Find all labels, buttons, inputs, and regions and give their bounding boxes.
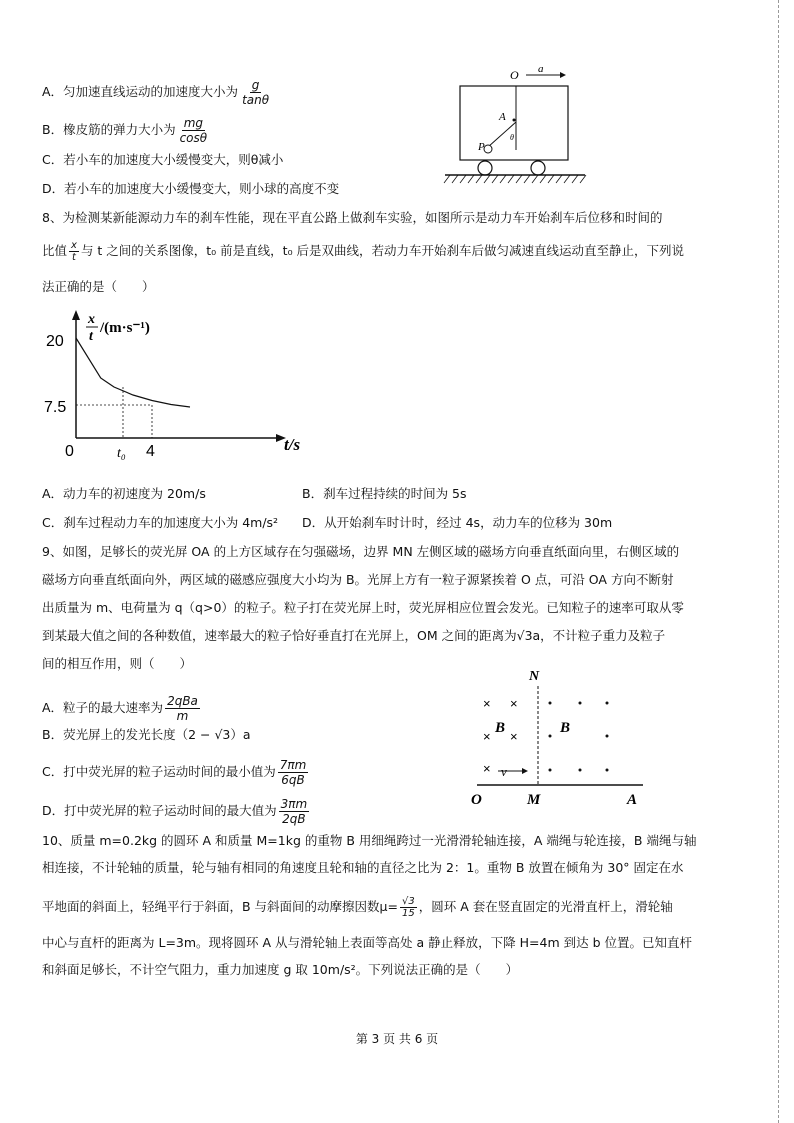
- fraction-numerator: g: [251, 78, 260, 92]
- q10-mu-fraction: [400, 896, 417, 919]
- q10-stem-line3: [42, 896, 673, 919]
- q9-option-d: [42, 797, 311, 826]
- series-curve: [76, 338, 190, 407]
- q8-option-b: B．刹车过程持续的时间为 5s: [302, 486, 467, 501]
- q9-stem-line5: 间的相互作用，则（ ）: [42, 656, 193, 671]
- fraction-denominator: cosθ: [179, 131, 208, 145]
- q8-stem-line3: 法正确的是（ ）: [42, 279, 155, 294]
- origin-label: 0: [65, 443, 74, 460]
- fraction-numerator: 7πm: [279, 758, 307, 772]
- q8-ratio-fraction: [69, 240, 79, 263]
- ground-hatching: [444, 175, 586, 183]
- svg-text:×: ×: [483, 729, 491, 744]
- q8-stem-line2: [42, 240, 684, 263]
- q9-option-c-text: C．打中荧光屏的粒子运动时间的最小值为: [42, 764, 276, 779]
- y-axis-arrow-icon: [72, 310, 80, 320]
- q8-stem-line1: 8、为检测某新能源动力车的刹车性能，现在平直公路上做刹车实验，如图所示是动力车开始刹车后位移和时间的: [42, 210, 663, 225]
- q9-option-c: [42, 758, 310, 787]
- label-a: A: [627, 792, 638, 808]
- label-o: O: [510, 68, 519, 82]
- q10-stem-line1: 10、质量 m=0.2kg 的圆环 A 和质量 M=1kg 的重物 B 用细绳跨过一光滑滑轮轴连接，A 端绳与轮连接，B 端绳与轴: [42, 833, 697, 848]
- label-o: O: [471, 792, 482, 808]
- q10-line3-prefix: 平地面的斜面上，轻绳平行于斜面，B 与斜面间的动摩擦因数μ=: [42, 899, 398, 914]
- velocity-arrow-head-icon: [522, 768, 528, 774]
- label-a: a: [538, 63, 544, 75]
- fraction-numerator: 2qBa: [167, 694, 198, 708]
- q9-stem-line1: 9、如图，足够长的荧光屏 OA 的上方区域存在匀强磁场，边界 MN 左侧区域的磁场方向垂直纸面向里，右侧区域的: [42, 544, 680, 559]
- fraction-denominator: 15: [401, 908, 415, 919]
- label-theta: θ: [510, 133, 514, 142]
- arrow-head-icon: [560, 72, 566, 78]
- q8-option-d: D．从开始刹车时计时，经过 4s，动力车的位移为 30m: [302, 515, 613, 530]
- svg-text:×: ×: [510, 729, 518, 744]
- q9-option-d-fraction: [279, 797, 310, 826]
- label-b-left: B: [495, 720, 506, 736]
- label-b-right: B: [560, 720, 571, 736]
- q10-stem-line4: 中心与直杆的距离为 L=3m。现将圆环 A 从与滑轮轴上表面等高处 a 静止释放，下降 H=4m 到达 b 位置。已知直杆: [42, 935, 692, 950]
- x-tick-label-4: 4: [146, 443, 155, 460]
- q9-option-b: B．荧光屏上的发光长度（2 − √3）a: [42, 727, 251, 742]
- fraction-numerator: x: [71, 240, 77, 251]
- y-tick-label-7.5: 7.5: [44, 399, 67, 416]
- point-a-dot: [513, 119, 516, 122]
- fraction-numerator: √3: [401, 896, 415, 907]
- q10-line3-suffix: ，圆环 A 套在竖直固定的光滑直杆上，滑轮轴: [418, 899, 673, 914]
- cart-wheel-left: [478, 161, 492, 175]
- cart-body: [460, 86, 568, 160]
- q9-option-a: [42, 694, 202, 723]
- q7-option-a-text: A．匀加速直线运动的加速度大小为: [42, 84, 239, 99]
- q7-cart-figure: [440, 62, 590, 192]
- label-m: M: [527, 792, 541, 808]
- q7-option-b-text: B．橡皮筋的弹力大小为: [42, 122, 176, 137]
- q9-stem-line2: 磁场方向垂直纸面向外，两区域的磁感应强度大小均为 B。光屏上方有一粒子源紧挨着 O 点，可沿 OA 方向不断射: [42, 572, 674, 587]
- q8-option-a: A．动力车的初速度为 20m/s: [42, 486, 206, 501]
- svg-text:×: ×: [483, 696, 491, 711]
- q9-magnetic-field-figure: [465, 664, 655, 809]
- field-out-of-page-marks: [549, 702, 609, 772]
- q7-option-c: C．若小车的加速度大小缓慢变大，则θ减小: [42, 152, 284, 167]
- q9-option-c-fraction: [278, 758, 309, 787]
- label-n: N: [529, 669, 540, 684]
- y-label-denominator: t: [89, 329, 93, 344]
- page-footer: 第 3 页 共 6 页: [355, 1032, 439, 1046]
- q7-option-a-fraction: [240, 78, 271, 107]
- fraction-denominator: m: [176, 709, 189, 723]
- svg-text:×: ×: [510, 696, 518, 711]
- label-v: v: [501, 764, 507, 779]
- fraction-denominator: 6qB: [281, 773, 305, 787]
- y-label-numerator: x: [88, 312, 95, 327]
- y-axis-label: [86, 312, 150, 344]
- y-tick-label-20: 20: [46, 333, 64, 350]
- q9-stem-line4: 到某最大值之间的各种数值，速率最大的粒子恰好垂直打在光屏上，OM 之间的距离为√3a，不计粒子重力及粒子: [42, 628, 666, 643]
- x-axis-label: t/s: [284, 435, 301, 454]
- page-edge-dashed-line: [778, 0, 780, 1123]
- q8-line2-suffix: 与 t 之间的关系图像，t₀ 前是直线，t₀ 后是双曲线，若动力车开始刹车后做匀减速直线运动直至静止，下列说: [80, 243, 685, 258]
- fraction-numerator: mg: [183, 116, 203, 130]
- q8-chart: [40, 308, 320, 468]
- q7-option-d: D．若小车的加速度大小缓慢变大，则小球的高度不变: [42, 181, 340, 196]
- q10-stem-line2: 相连接，不计轮轴的质量，轮与轴有相同的角速度且轮和轴的直径之比为 2：1。重物 B 放置在倾角为 30° 固定在水: [42, 860, 684, 875]
- q7-option-a: [42, 78, 273, 107]
- fraction-denominator: tanθ: [242, 93, 270, 107]
- svg-text:×: ×: [483, 761, 491, 776]
- label-A: A: [499, 111, 506, 123]
- q9-option-a-fraction: [165, 694, 200, 723]
- label-p: P: [478, 141, 485, 153]
- cart-wheel-right: [531, 161, 545, 175]
- q8-option-c: C．刹车过程动力车的加速度大小为 4m/s²: [42, 515, 279, 530]
- ball-p: [484, 145, 492, 153]
- q9-stem-line3: 出质量为 m、电荷量为 q（q>0）的粒子。粒子打在荧光屏上时，荧光屏相应位置会发光。已知粒子的速率可取从零: [42, 600, 684, 615]
- q9-option-d-text: D．打中荧光屏的粒子运动时间的最大值为: [42, 803, 277, 818]
- y-label-unit: /(m·s⁻¹): [100, 320, 150, 336]
- fraction-numerator: 3πm: [280, 797, 308, 811]
- q8-line2-prefix: 比值: [42, 243, 68, 258]
- fraction-denominator: 2qB: [282, 812, 306, 826]
- fraction-denominator: t: [72, 252, 76, 263]
- q7-option-b: [42, 116, 211, 145]
- x-tick-label-t0: t₀: [117, 446, 126, 461]
- q10-stem-line5: 和斜面足够长，不计空气阻力，重力加速度 g 取 10m/s²。下列说法正确的是（ ）: [42, 962, 519, 977]
- q7-option-b-fraction: [178, 116, 210, 145]
- q9-option-a-text: A．粒子的最大速率为: [42, 700, 164, 715]
